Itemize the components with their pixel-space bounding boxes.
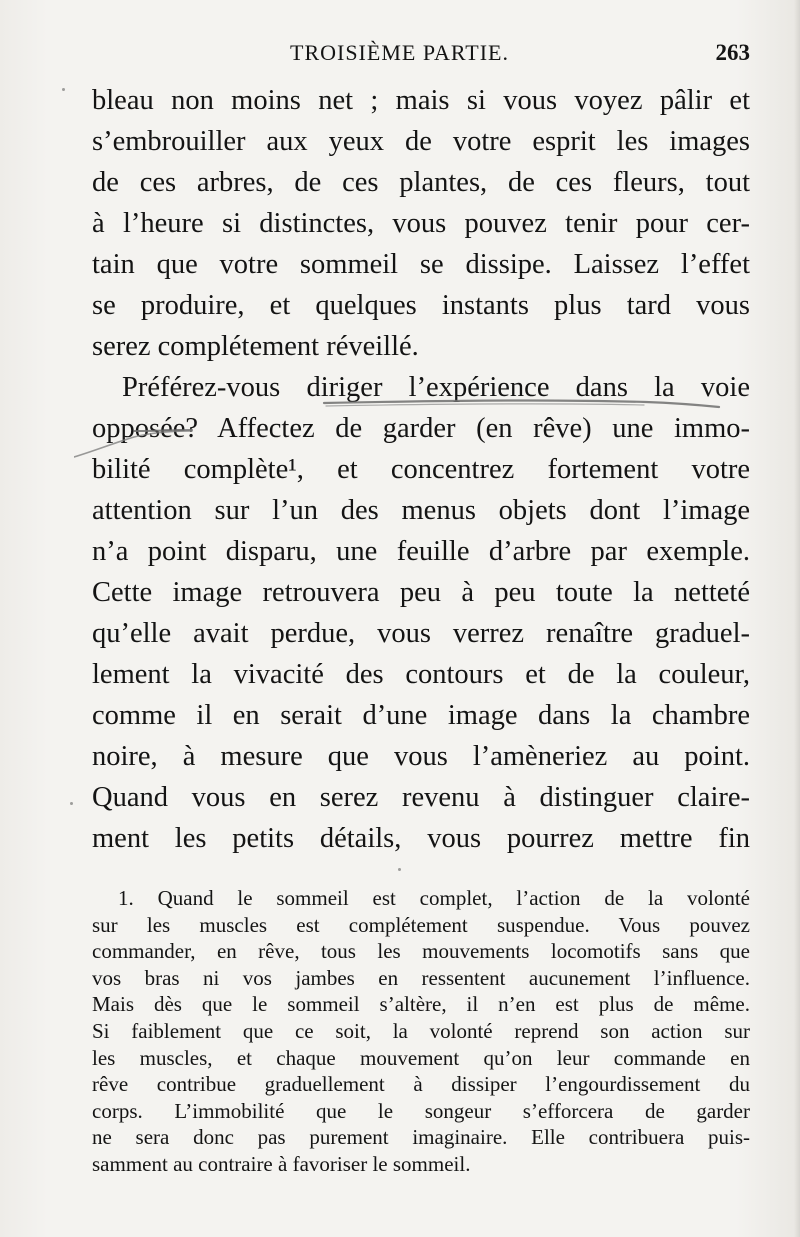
- paper-speck: [398, 868, 401, 871]
- paper-speck: [62, 88, 65, 91]
- body-line: ment les petits détails, vous pourrez mettre fin: [92, 823, 750, 854]
- footnote-line: Mais dès que le sommeil s’altère, il n’en est plus de même.: [92, 992, 750, 1017]
- footnote-line: Si faiblement que ce soit, la volonté reprend son action sur: [92, 1018, 750, 1043]
- footnote-line: samment au contraire à favoriser le sommeil.: [92, 1151, 471, 1176]
- footnote-line: ne sera donc pas purement imaginaire. Elle contribuera puis-: [92, 1125, 750, 1150]
- body-line: de ces arbres, de ces plantes, de ces fleurs, tout: [92, 167, 750, 198]
- body-line: Quand vous en serez revenu à distinguer claire-: [92, 782, 750, 813]
- footnote-line: sur les muscles est complétement suspendue. Vous pouvez: [92, 912, 750, 937]
- body-text: [92, 80, 750, 859]
- paper-speck: [70, 802, 73, 805]
- body-line: bleau non moins net ; mais si vous voyez pâlir et: [92, 85, 750, 116]
- body-line: à l’heure si distinctes, vous pouvez tenir pour cer-: [92, 208, 750, 239]
- footnote-line: corps. L’immobilité que le songeur s’efforcera de garder: [92, 1098, 750, 1123]
- body-line: Préférez-vous diriger l’expérience dans la voie: [122, 372, 750, 403]
- body-line: serez complétement réveillé.: [92, 331, 419, 362]
- body-line: s’embrouiller aux yeux de votre esprit les images: [92, 126, 750, 157]
- page-edge-shadow: [794, 0, 800, 1237]
- footnote-line: commander, en rêve, tous les mouvements locomotifs sans que: [92, 939, 750, 964]
- body-line: Cette image retrouvera peu à peu toute la netteté: [92, 577, 750, 608]
- body-line: attention sur l’un des menus objets dont l’image: [92, 495, 750, 526]
- running-head-title: TROISIÈME PARTIE.: [290, 40, 509, 65]
- body-line: noire, à mesure que vous l’amèneriez au point.: [92, 741, 750, 772]
- body-line: comme il en serait d’une image dans la chambre: [92, 700, 750, 731]
- page-number: 263: [715, 40, 750, 65]
- footnotes: [92, 885, 750, 1178]
- footnote-line: rêve contribue graduellement à dissiper l’engourdissement du: [92, 1072, 750, 1097]
- running-head: [100, 38, 750, 72]
- body-line: opposée? Affectez de garder (en rêve) une immo-: [92, 413, 750, 444]
- body-line: lement la vivacité des contours et de la couleur,: [92, 659, 750, 690]
- body-line: se produire, et quelques instants plus tard vous: [92, 290, 750, 321]
- body-line: qu’elle avait perdue, vous verrez renaître graduel-: [92, 618, 750, 649]
- footnote-line: 1. Quand le sommeil est complet, l’action de la volonté: [118, 886, 750, 910]
- footnote-line: les muscles, et chaque mouvement qu’on leur commande en: [92, 1045, 750, 1070]
- body-line: bilité complète¹, et concentrez fortement votre: [92, 454, 750, 485]
- footnote-line: vos bras ni vos jambes en ressentent aucunement l’influence.: [92, 965, 750, 990]
- body-line: n’a point disparu, une feuille d’arbre par exemple.: [92, 536, 750, 567]
- body-line: tain que votre sommeil se dissipe. Laissez l’effet: [92, 249, 750, 280]
